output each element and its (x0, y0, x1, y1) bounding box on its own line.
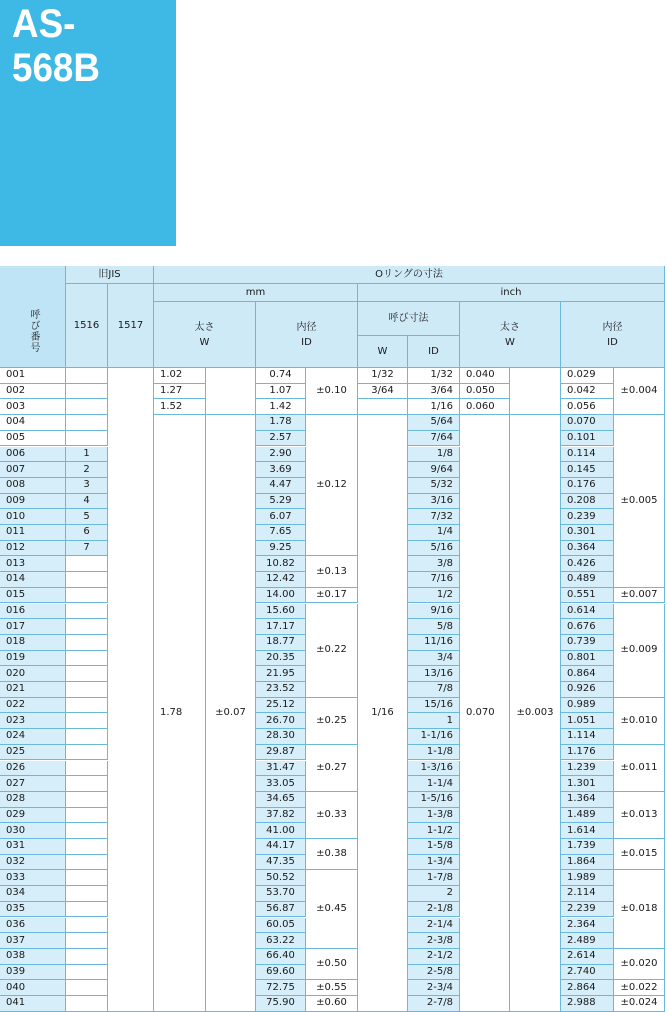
jis-1516-cell (66, 745, 108, 761)
header-jis-1516: 1516 (66, 284, 108, 368)
id-inch-cell: 0.676 (561, 619, 614, 635)
nominal-id-cell: 3/8 (408, 556, 460, 572)
jis-1516-cell (66, 572, 108, 588)
id-mm-tol-cell: ±0.10 (306, 368, 358, 415)
nominal-id-cell: 5/16 (408, 541, 460, 557)
id-inch-cell: 1.176 (561, 745, 614, 761)
size-number-cell: 004 (0, 415, 66, 431)
header-jis-1517: 1517 (108, 284, 154, 368)
id-mm-cell: 1.42 (256, 399, 306, 415)
nominal-id-cell: 3/64 (408, 384, 460, 400)
id-mm-cell: 20.35 (256, 651, 306, 667)
id-mm-tol-cell: ±0.27 (306, 745, 358, 792)
id-mm-cell: 69.60 (256, 965, 306, 981)
nominal-id-cell: 2-3/8 (408, 933, 460, 949)
size-number-cell: 030 (0, 823, 66, 839)
size-number-cell: 024 (0, 729, 66, 745)
id-inch-cell: 0.739 (561, 635, 614, 651)
id-mm-cell: 50.52 (256, 870, 306, 886)
header-size-no-label: 呼び番号 (28, 309, 39, 353)
size-number-cell: 006 (0, 447, 66, 463)
jis-1516-cell (66, 933, 108, 949)
id-mm-tol-cell: ±0.12 (306, 415, 358, 556)
id-mm-cell: 31.47 (256, 761, 306, 777)
size-number-cell: 019 (0, 651, 66, 667)
header-nominal: 呼び寸法 (358, 302, 460, 336)
header-nominal-id: ID (408, 336, 460, 368)
id-mm-tol-cell: ±0.50 (306, 949, 358, 980)
id-inch-tol-cell: ±0.013 (614, 792, 665, 839)
id-inch-cell: 2.740 (561, 965, 614, 981)
id-inch-cell: 1.864 (561, 855, 614, 871)
size-number-cell: 033 (0, 870, 66, 886)
size-number-cell: 041 (0, 996, 66, 1012)
id-inch-cell: 1.739 (561, 839, 614, 855)
nominal-id-cell: 1/32 (408, 368, 460, 384)
id-inch-cell: 1.489 (561, 808, 614, 824)
id-mm-cell: 47.35 (256, 855, 306, 871)
id-inch-tol-cell: ±0.009 (614, 604, 665, 698)
id-mm-cell: 2.90 (256, 447, 306, 463)
header-old-jis: 旧JIS (66, 266, 154, 284)
nominal-id-cell: 1-1/8 (408, 745, 460, 761)
jis-1516-cell (66, 556, 108, 572)
nominal-w-blank (358, 399, 408, 415)
id-mm-cell: 1.07 (256, 384, 306, 400)
w-mm-cell: 1.02 (154, 368, 206, 384)
w-mm-cell: 1.27 (154, 384, 206, 400)
nominal-w-main: 1/16 (358, 415, 408, 1012)
nominal-id-cell: 1-3/16 (408, 761, 460, 777)
id-mm-cell: 9.25 (256, 541, 306, 557)
jis-1516-cell (66, 996, 108, 1012)
nominal-id-cell: 2-1/2 (408, 949, 460, 965)
id-inch-cell: 1.239 (561, 761, 614, 777)
id-mm-cell: 75.90 (256, 996, 306, 1012)
size-number-cell: 013 (0, 556, 66, 572)
jis-1516-cell (66, 870, 108, 886)
header-oring-dims: Oリングの寸法 (154, 266, 665, 284)
size-number-cell: 023 (0, 713, 66, 729)
id-inch-cell: 0.864 (561, 666, 614, 682)
id-mm-tol-cell: ±0.25 (306, 698, 358, 745)
id-mm-cell: 37.82 (256, 808, 306, 824)
id-inch-cell: 0.145 (561, 462, 614, 478)
size-number-cell: 029 (0, 808, 66, 824)
id-mm-cell: 26.70 (256, 713, 306, 729)
nominal-id-cell: 11/16 (408, 635, 460, 651)
id-inch-tol-cell: ±0.005 (614, 415, 665, 588)
id-mm-tol-cell: ±0.17 (306, 588, 358, 604)
jis-1516-cell (66, 604, 108, 620)
id-inch-tol-cell: ±0.018 (614, 870, 665, 949)
w-inch-tol-blank (510, 368, 561, 415)
size-number-cell: 003 (0, 399, 66, 415)
nominal-id-cell: 1/4 (408, 525, 460, 541)
oring-size-table (0, 266, 667, 1009)
size-number-cell: 031 (0, 839, 66, 855)
id-inch-cell: 2.614 (561, 949, 614, 965)
size-number-cell: 039 (0, 965, 66, 981)
size-number-cell: 015 (0, 588, 66, 604)
id-inch-tol-cell: ±0.007 (614, 588, 665, 604)
nominal-id-cell: 1-7/8 (408, 870, 460, 886)
jis-1516-cell (66, 823, 108, 839)
id-inch-cell: 0.551 (561, 588, 614, 604)
jis-1516-cell (66, 713, 108, 729)
nominal-id-cell: 7/64 (408, 431, 460, 447)
size-number-cell: 018 (0, 635, 66, 651)
jis-1516-cell (66, 949, 108, 965)
id-mm-cell: 3.69 (256, 462, 306, 478)
nominal-id-cell: 2 (408, 886, 460, 902)
id-inch-cell: 0.056 (561, 399, 614, 415)
size-number-cell: 010 (0, 509, 66, 525)
w-mm-tol: ±0.07 (206, 415, 256, 1012)
jis-1516-cell (66, 761, 108, 777)
nominal-id-cell: 3/16 (408, 494, 460, 510)
size-number-cell: 025 (0, 745, 66, 761)
jis-1516-cell: 1 (66, 447, 108, 463)
size-number-cell: 014 (0, 572, 66, 588)
jis-1516-cell (66, 776, 108, 792)
id-inch-tol-cell: ±0.022 (614, 980, 665, 996)
jis-1516-cell (66, 431, 108, 447)
id-inch-cell: 0.301 (561, 525, 614, 541)
header-id-inch: 内径 ID (561, 302, 665, 368)
id-inch-cell: 2.489 (561, 933, 614, 949)
id-inch-cell: 0.042 (561, 384, 614, 400)
jis-1516-cell: 5 (66, 509, 108, 525)
id-mm-tol-cell: ±0.55 (306, 980, 358, 996)
header-thick-w: 太さ W (154, 302, 256, 368)
jis-1516-cell (66, 698, 108, 714)
size-number-cell: 011 (0, 525, 66, 541)
size-number-cell: 001 (0, 368, 66, 384)
nominal-id-cell: 9/64 (408, 462, 460, 478)
id-mm-cell: 28.30 (256, 729, 306, 745)
id-mm-tol-cell: ±0.60 (306, 996, 358, 1012)
id-mm-cell: 2.57 (256, 431, 306, 447)
nominal-id-cell: 1-1/2 (408, 823, 460, 839)
id-mm-cell: 25.12 (256, 698, 306, 714)
nominal-id-cell: 1/16 (408, 399, 460, 415)
size-number-cell: 036 (0, 918, 66, 934)
size-number-cell: 026 (0, 761, 66, 777)
id-mm-cell: 10.82 (256, 556, 306, 572)
id-mm-cell: 44.17 (256, 839, 306, 855)
nominal-id-cell: 5/8 (408, 619, 460, 635)
id-mm-cell: 72.75 (256, 980, 306, 996)
header-mm: mm (154, 284, 358, 302)
nominal-id-cell: 5/32 (408, 478, 460, 494)
id-inch-cell: 2.864 (561, 980, 614, 996)
size-number-cell: 002 (0, 384, 66, 400)
jis-1516-cell (66, 839, 108, 855)
id-mm-cell: 23.52 (256, 682, 306, 698)
jis-1516-cell (66, 792, 108, 808)
id-mm-cell: 29.87 (256, 745, 306, 761)
id-mm-cell: 12.42 (256, 572, 306, 588)
id-inch-cell: 1.614 (561, 823, 614, 839)
nominal-id-cell: 3/4 (408, 651, 460, 667)
id-mm-tol-cell: ±0.22 (306, 604, 358, 698)
id-mm-cell: 4.47 (256, 478, 306, 494)
id-inch-cell: 0.176 (561, 478, 614, 494)
id-mm-cell: 1.78 (256, 415, 306, 431)
nominal-id-cell: 5/64 (408, 415, 460, 431)
id-mm-cell: 41.00 (256, 823, 306, 839)
jis-1516-cell (66, 384, 108, 400)
jis-1516-cell: 2 (66, 462, 108, 478)
nominal-id-cell: 2-5/8 (408, 965, 460, 981)
jis-1516-cell (66, 855, 108, 871)
id-inch-cell: 0.989 (561, 698, 614, 714)
jis-1516-cell (66, 918, 108, 934)
w-inch-main: 0.070 (460, 415, 510, 1012)
id-inch-cell: 1.989 (561, 870, 614, 886)
id-inch-tol-cell: ±0.011 (614, 745, 665, 792)
nominal-id-cell: 1 (408, 713, 460, 729)
nominal-id-cell: 1-5/16 (408, 792, 460, 808)
nominal-id-cell: 2-7/8 (408, 996, 460, 1012)
id-mm-cell: 33.05 (256, 776, 306, 792)
jis-1516-cell (66, 415, 108, 431)
jis-1516-cell (66, 808, 108, 824)
header-inch: inch (358, 284, 665, 302)
nominal-id-cell: 1-3/8 (408, 808, 460, 824)
jis-1516-cell: 4 (66, 494, 108, 510)
id-inch-cell: 0.801 (561, 651, 614, 667)
w-inch-cell: 0.060 (460, 399, 510, 415)
title-line-2: 568B (12, 46, 100, 90)
nominal-id-cell: 9/16 (408, 604, 460, 620)
w-mm-cell: 1.52 (154, 399, 206, 415)
id-inch-cell: 2.239 (561, 902, 614, 918)
jis-1516-cell: 3 (66, 478, 108, 494)
id-inch-tol-cell: ±0.020 (614, 949, 665, 980)
page-title (12, 2, 108, 90)
size-number-cell: 028 (0, 792, 66, 808)
id-inch-cell: 0.114 (561, 447, 614, 463)
id-mm-cell: 5.29 (256, 494, 306, 510)
jis-1516-cell (66, 368, 108, 384)
nominal-id-cell: 1-5/8 (408, 839, 460, 855)
size-number-cell: 017 (0, 619, 66, 635)
id-inch-cell: 0.208 (561, 494, 614, 510)
size-number-cell: 027 (0, 776, 66, 792)
id-inch-cell: 0.489 (561, 572, 614, 588)
size-number-cell: 021 (0, 682, 66, 698)
nominal-id-cell: 2-1/4 (408, 918, 460, 934)
nominal-w-cell: 3/64 (358, 384, 408, 400)
id-inch-tol-cell: ±0.004 (614, 368, 665, 415)
nominal-id-cell: 2-1/8 (408, 902, 460, 918)
id-inch-cell: 0.029 (561, 368, 614, 384)
id-inch-cell: 0.070 (561, 415, 614, 431)
size-number-cell: 038 (0, 949, 66, 965)
id-mm-cell: 17.17 (256, 619, 306, 635)
w-mm-main: 1.78 (154, 415, 206, 1012)
nominal-id-cell: 1/2 (408, 588, 460, 604)
nominal-id-cell: 7/32 (408, 509, 460, 525)
jis-1516-cell: 7 (66, 541, 108, 557)
w-inch-cell: 0.040 (460, 368, 510, 384)
id-mm-tol-cell: ±0.38 (306, 839, 358, 870)
id-inch-cell: 2.988 (561, 996, 614, 1012)
jis-1516-cell (66, 635, 108, 651)
jis-1516-cell (66, 729, 108, 745)
jis-1516-cell (66, 399, 108, 415)
id-mm-tol-cell: ±0.13 (306, 556, 358, 587)
id-inch-tol-cell: ±0.015 (614, 839, 665, 870)
size-number-cell: 035 (0, 902, 66, 918)
size-number-cell: 005 (0, 431, 66, 447)
nominal-id-cell: 2-3/4 (408, 980, 460, 996)
size-number-cell: 034 (0, 886, 66, 902)
nominal-id-cell: 7/16 (408, 572, 460, 588)
w-mm-tol-blank (206, 368, 256, 415)
id-inch-cell: 0.614 (561, 604, 614, 620)
id-mm-cell: 7.65 (256, 525, 306, 541)
header-nominal-w: W (358, 336, 408, 368)
id-inch-cell: 0.926 (561, 682, 614, 698)
jis-1516-cell (66, 619, 108, 635)
nominal-id-cell: 15/16 (408, 698, 460, 714)
id-mm-cell: 14.00 (256, 588, 306, 604)
jis-1516-cell (66, 902, 108, 918)
nominal-id-cell: 13/16 (408, 666, 460, 682)
id-inch-tol-cell: ±0.010 (614, 698, 665, 745)
id-mm-cell: 60.05 (256, 918, 306, 934)
jis-1517-column (108, 368, 154, 1012)
id-mm-cell: 0.74 (256, 368, 306, 384)
id-inch-cell: 2.114 (561, 886, 614, 902)
size-number-cell: 022 (0, 698, 66, 714)
nominal-id-cell: 1/8 (408, 447, 460, 463)
size-number-cell: 016 (0, 604, 66, 620)
size-number-cell: 009 (0, 494, 66, 510)
size-number-cell: 040 (0, 980, 66, 996)
jis-1516-cell (66, 980, 108, 996)
id-inch-cell: 1.051 (561, 713, 614, 729)
id-inch-cell: 0.239 (561, 509, 614, 525)
id-mm-cell: 53.70 (256, 886, 306, 902)
nominal-id-cell: 1-1/16 (408, 729, 460, 745)
size-number-cell: 007 (0, 462, 66, 478)
id-mm-cell: 18.77 (256, 635, 306, 651)
id-mm-cell: 34.65 (256, 792, 306, 808)
header-id-mm: 内径 ID (256, 302, 358, 368)
id-mm-cell: 66.40 (256, 949, 306, 965)
size-number-cell: 020 (0, 666, 66, 682)
jis-1516-cell: 6 (66, 525, 108, 541)
jis-1516-cell (66, 666, 108, 682)
id-mm-tol-cell: ±0.45 (306, 870, 358, 949)
id-inch-cell: 1.301 (561, 776, 614, 792)
id-mm-cell: 6.07 (256, 509, 306, 525)
jis-1516-cell (66, 886, 108, 902)
id-inch-cell: 0.101 (561, 431, 614, 447)
jis-1516-cell (66, 682, 108, 698)
id-inch-cell: 2.364 (561, 918, 614, 934)
jis-1516-cell (66, 965, 108, 981)
nominal-id-cell: 1-3/4 (408, 855, 460, 871)
id-mm-cell: 63.22 (256, 933, 306, 949)
title-banner (0, 0, 176, 246)
nominal-id-cell: 1-1/4 (408, 776, 460, 792)
size-number-cell: 008 (0, 478, 66, 494)
id-inch-tol-cell: ±0.024 (614, 996, 665, 1012)
header-thick-w-inch: 太さ W (460, 302, 561, 368)
nominal-w-cell: 1/32 (358, 368, 408, 384)
id-mm-tol-cell: ±0.33 (306, 792, 358, 839)
jis-1516-cell (66, 588, 108, 604)
size-number-cell: 037 (0, 933, 66, 949)
id-mm-cell: 21.95 (256, 666, 306, 682)
id-inch-cell: 0.426 (561, 556, 614, 572)
id-inch-cell: 1.364 (561, 792, 614, 808)
id-inch-cell: 1.114 (561, 729, 614, 745)
nominal-id-cell: 7/8 (408, 682, 460, 698)
size-number-cell: 012 (0, 541, 66, 557)
id-inch-cell: 0.364 (561, 541, 614, 557)
w-inch-tol: ±0.003 (510, 415, 561, 1012)
title-line-1: AS- (12, 2, 76, 46)
id-mm-cell: 15.60 (256, 604, 306, 620)
w-inch-cell: 0.050 (460, 384, 510, 400)
id-mm-cell: 56.87 (256, 902, 306, 918)
jis-1516-cell (66, 651, 108, 667)
size-number-cell: 032 (0, 855, 66, 871)
